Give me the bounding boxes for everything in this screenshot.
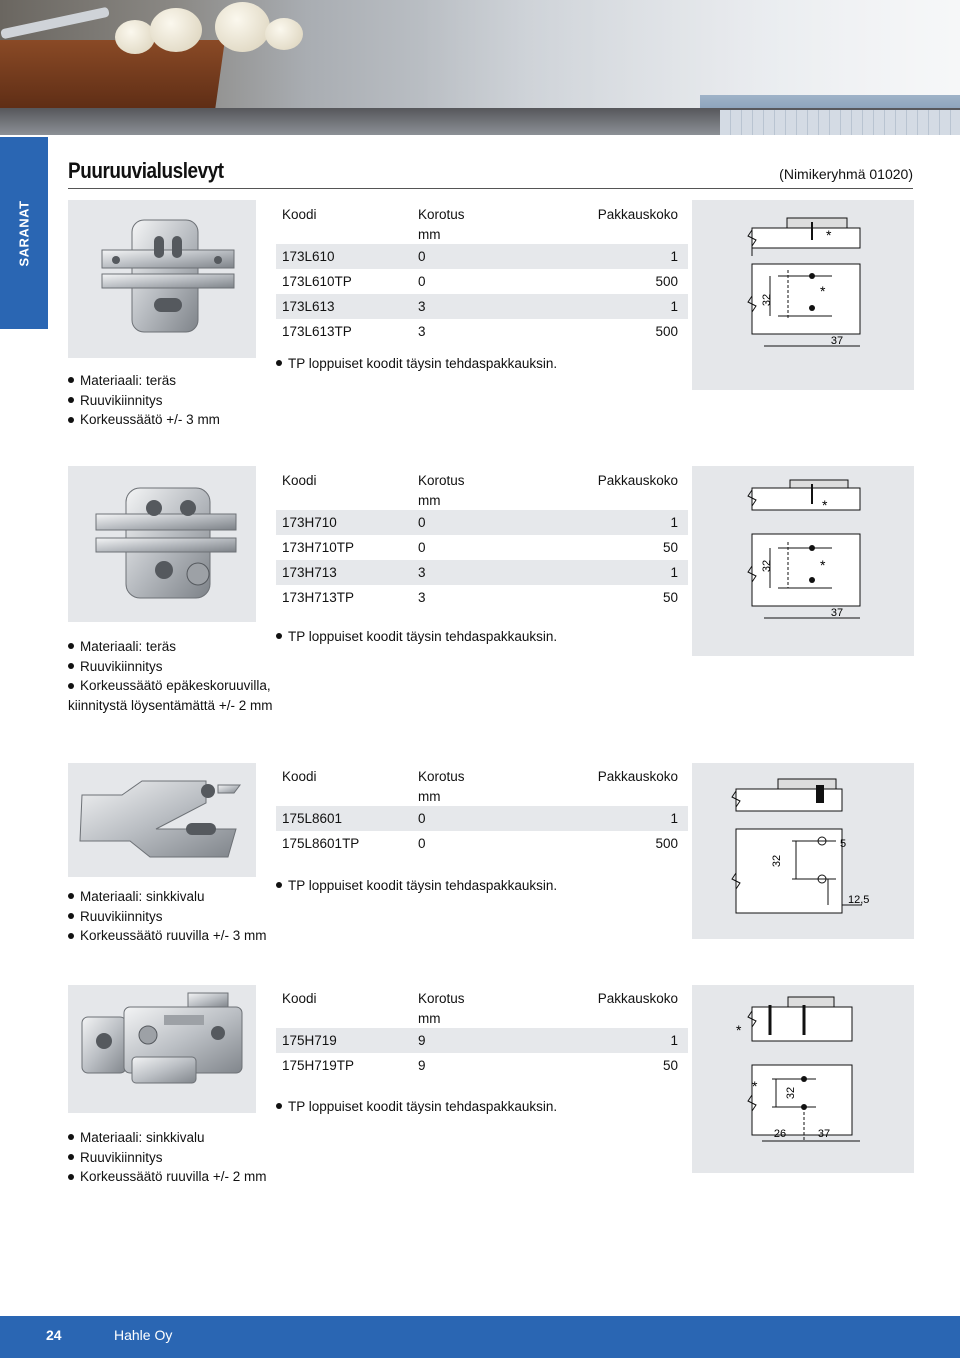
table-row: 173L610TP 0 500 (282, 274, 678, 289)
title-divider (68, 188, 913, 189)
table-row: 173H713 3 1 (276, 560, 688, 585)
svg-text:32: 32 (761, 559, 773, 573)
svg-text:*: * (752, 1078, 758, 1094)
svg-text:32: 32 (785, 1086, 797, 1100)
table-row: 175L8601TP 0 500 (282, 836, 678, 851)
product-photo-175H (68, 985, 256, 1113)
table-row: 173L613TP 3 500 (282, 324, 678, 339)
feature-list (68, 371, 220, 430)
svg-text:26: 26 (773, 1128, 787, 1140)
technical-drawing (692, 466, 914, 656)
svg-text:12,5: 12,5 (848, 894, 870, 906)
svg-text:37: 37 (830, 335, 844, 347)
product-table: Koodi Korotus Pakkauskoko mm 173H710 0 1 173H710TP 0 50 173H713 3 1 173H713TP 3 50 (276, 470, 688, 610)
svg-text:5: 5 (840, 838, 847, 850)
product-photo-173L (68, 200, 256, 358)
company-name: Hahle Oy (114, 1327, 173, 1343)
section-tab-label: SARANAT (16, 199, 32, 267)
section-tab[interactable] (0, 137, 48, 329)
svg-text:32: 32 (771, 854, 783, 868)
svg-text:*: * (736, 1022, 742, 1038)
svg-text:*: * (822, 497, 828, 513)
svg-text:*: * (826, 227, 832, 243)
svg-text:37: 37 (830, 607, 844, 619)
svg-text:37: 37 (817, 1128, 831, 1140)
table-row: 173H713TP 3 50 (282, 590, 678, 605)
svg-text:32: 32 (761, 293, 773, 307)
table-row: 175H719 9 1 (276, 1028, 688, 1053)
feature-item: Korkeussäätö ruuvilla +/- 3 mm (68, 926, 266, 946)
technical-drawing (692, 200, 914, 390)
svg-text:*: * (820, 557, 826, 573)
feature-list (68, 637, 272, 715)
svg-text:*: * (820, 283, 826, 299)
table-row: 173L613 3 1 (276, 294, 688, 319)
feature-item: Korkeussäätö ruuvilla +/- 2 mm (68, 1167, 266, 1187)
feature-item: Ruuvikiinnitys (68, 1148, 266, 1168)
page-number: 24 (46, 1327, 62, 1343)
pack-note: TP loppuiset koodit täysin tehdaspakkauksin. (276, 356, 557, 371)
feature-item: Ruuvikiinnitys (68, 657, 272, 677)
feature-item: Korkeussäätö +/- 3 mm (68, 410, 220, 430)
pack-note: TP loppuiset koodit täysin tehdaspakkauksin. (276, 1099, 557, 1114)
feature-item: Ruuvikiinnitys (68, 907, 266, 927)
header-photo (0, 0, 960, 135)
table-row: 173L610 0 1 (276, 244, 688, 269)
page-footer (0, 1316, 960, 1358)
feature-item: Materiaali: sinkkivalu (68, 1128, 266, 1148)
feature-item: Ruuvikiinnitys (68, 391, 220, 411)
table-row: 175L8601 0 1 (276, 806, 688, 831)
table-row: 173H710TP 0 50 (282, 540, 678, 555)
feature-item: Materiaali: teräs (68, 371, 220, 391)
page-title: Puuruuvialuslevyt (68, 158, 224, 183)
product-table: Koodi Korotus Pakkauskoko mm 175H719 9 1 175H719TP 9 50 (276, 988, 688, 1078)
technical-drawing (692, 985, 914, 1173)
feature-list (68, 887, 266, 946)
feature-item: Korkeussäätö epäkeskoruuvilla, (68, 676, 272, 696)
feature-list (68, 1128, 266, 1187)
product-photo-173H (68, 466, 256, 622)
product-table: Koodi Korotus Pakkauskoko mm 175L8601 0 1 175L8601TP 0 500 (276, 766, 688, 856)
product-table: Koodi Korotus Pakkauskoko mm 173L610 0 1 173L610TP 0 500 173L613 3 1 173L613TP 3 500 (276, 204, 688, 344)
product-photo-175L (68, 763, 256, 877)
product-group-label: (Nimikeryhmä 01020) (779, 166, 913, 182)
table-row: 173H710 0 1 (276, 510, 688, 535)
technical-drawing (692, 763, 914, 939)
feature-item: Materiaali: teräs (68, 637, 272, 657)
table-row: 175H719TP 9 50 (282, 1058, 678, 1073)
pack-note: TP loppuiset koodit täysin tehdaspakkauksin. (276, 878, 557, 893)
pack-note: TP loppuiset koodit täysin tehdaspakkauksin. (276, 629, 557, 644)
feature-item: Materiaali: sinkkivalu (68, 887, 266, 907)
feature-item: kiinnitystä löysentämättä +/- 2 mm (68, 697, 273, 713)
